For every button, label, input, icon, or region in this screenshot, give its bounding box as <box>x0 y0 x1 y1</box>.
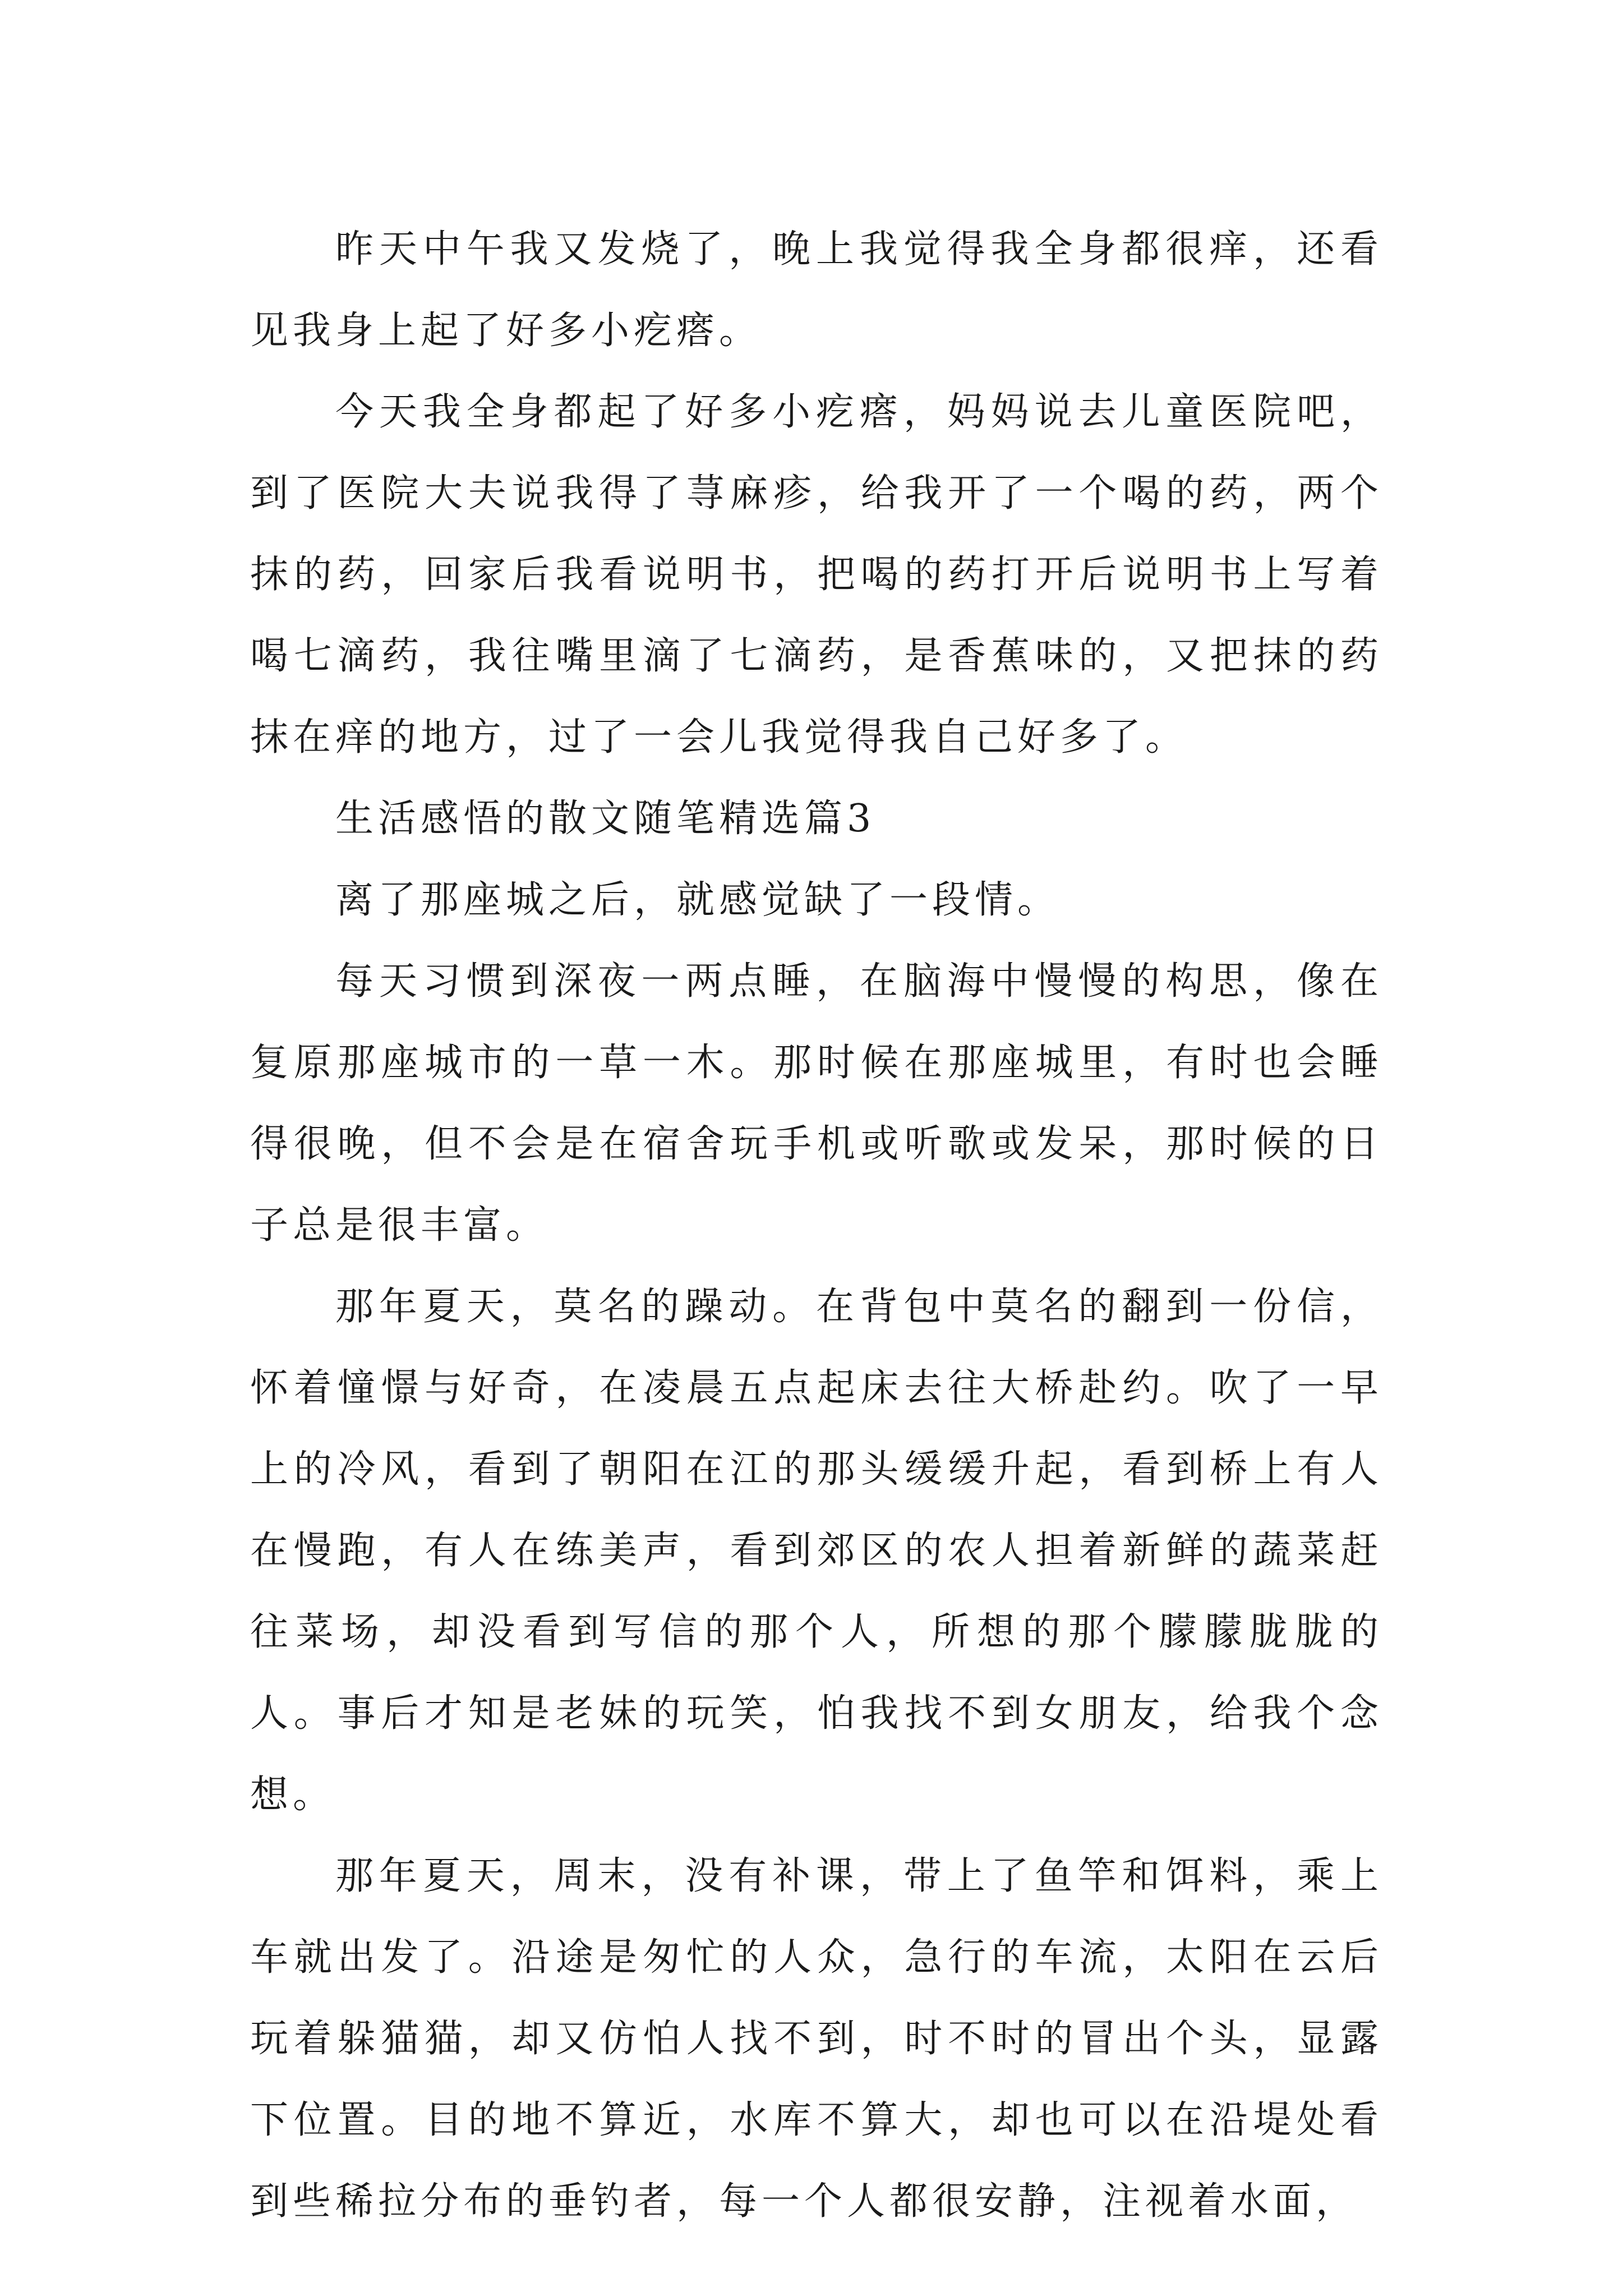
section-heading: 生活感悟的散文随笔精选篇3 <box>335 797 876 841</box>
document-body <box>250 209 1383 2242</box>
paragraph-fever: 昨天中午我又发烧了，晚上我觉得我全身都很痒，还看见我身上起了好多小疙瘩。 <box>250 227 1383 353</box>
paragraph-late-nights: 每天习惯到深夜一两点睡，在脑海中慢慢的构思，像在复原那座城市的一草一木。那时候在那座城里，有时也会睡得很晚，但不会是在宿舍玩手机或听歌或发呆，那时候的日子总是很丰富。 <box>250 959 1383 1248</box>
paragraph-hospital: 今天我全身都起了好多小疙瘩，妈妈说去儿童医院吧，到了医院大夫说我得了荨麻疹，给我开了一个喝的药，两个抹的药，回家后我看说明书，把喝的药打开后说明书上写着喝七滴药，我往嘴里滴了七滴药，是香蕉味的，又把抹的药抹在痒的地方，过了一会儿我觉得我自己好多了。 <box>250 390 1383 760</box>
paragraph-summer-fishing: 那年夏天，周末，没有补课，带上了鱼竿和饵料，乘上车就出发了。沿途是匆忙的人众，急行的车流，太阳在云后玩着躲猫猫，却又仿怕人找不到，时不时的冒出个头，显露下位置。目的地不算近，水库不算大，却也可以在沿堤处看到些稀拉分布的垂钓者，每一个人都很安静，注视着水面， <box>250 1854 1383 2224</box>
paragraph-summer-letter: 那年夏天，莫名的躁动。在背包中莫名的翻到一份信，怀着憧憬与好奇，在凌晨五点起床去往大桥赴约。吹了一早上的冷风，看到了朝阳在江的那头缓缓升起，看到桥上有人在慢跑，有人在练美声，看到郊区的农人担着新鲜的蔬菜赶往菜场，却没看到写信的那个人，所想的那个朦朦胧胧的人。事后才知是老妹的玩笑，怕我找不到女朋友，给我个念想。 <box>250 1285 1383 1817</box>
paragraph-leaving-city: 离了那座城之后，就感觉缺了一段情。 <box>335 878 1061 922</box>
